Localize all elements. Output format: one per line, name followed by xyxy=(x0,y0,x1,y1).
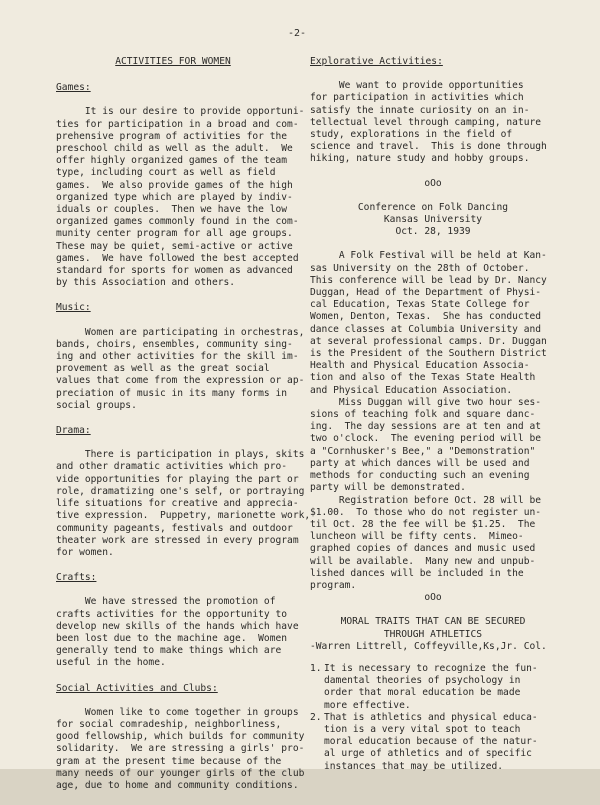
text-line: tion is a very vital spot to teach xyxy=(324,723,521,735)
text-line: al urge of athletics and of specific xyxy=(324,748,532,760)
text-line: Miss Duggan will give two hour ses- xyxy=(310,396,542,408)
text-line: Registration before Oct. 28 will be xyxy=(310,494,542,506)
text-line: age, due to home and community conditions. xyxy=(56,779,299,791)
text-line: ing and other activities for the skill im- xyxy=(56,351,299,363)
section xyxy=(56,683,310,805)
section-heading: Drama: xyxy=(56,425,91,437)
text-line: A Folk Festival will be held at Kan- xyxy=(310,250,547,262)
text-line: prehensive program of activities for the xyxy=(56,130,288,142)
text-line: Women, Denton, Texas. She has conducted xyxy=(310,311,542,323)
text-line: Duggan, Head of the Department of Physi- xyxy=(310,287,542,299)
text-line: tellectual level through camping, nature xyxy=(310,116,542,128)
moral-traits-list xyxy=(310,663,556,773)
text-line: role, dramatizing one's self, or portraying xyxy=(56,485,305,497)
divider-1: oOo xyxy=(424,177,442,189)
text-line: values that come from the expression or ap- xyxy=(56,375,305,387)
text-line: theater work are stressed in every program xyxy=(56,534,299,546)
text-line: This conference will be lead by Dr. Nancy xyxy=(310,274,547,286)
text-line: offer highly organized games of the team xyxy=(56,155,288,167)
text-line: dance classes at Columbia University and xyxy=(310,323,542,335)
text-line: at several professional camps. Dr. Duggan xyxy=(310,335,547,347)
text-line: is the President of the Southern District xyxy=(310,348,547,360)
conference-body xyxy=(310,250,556,592)
text-line: community pageants, festivals and outdoor xyxy=(56,522,293,534)
divider-2: oOo xyxy=(424,592,442,604)
text-line: will be available. Many new and unpub- xyxy=(310,555,536,567)
section-heading: Social Activities and Clubs: xyxy=(56,682,218,694)
text-line: cal Education, Texas State College for xyxy=(310,299,530,311)
left-column xyxy=(56,30,310,805)
text-line: solidarity. We are stressing a girls' pro- xyxy=(56,743,305,755)
text-line: ties for participation in a broad and com- xyxy=(56,118,299,130)
text-line: science and travel. This is done through xyxy=(310,141,547,153)
text-line: tive expression. Puppetry, marionette work, xyxy=(56,510,311,522)
text-line: gram at the present time because of the xyxy=(56,755,282,767)
text-line: and other dramatic activities which pro- xyxy=(56,461,288,473)
text-line: party at which dances will be used and xyxy=(310,457,530,469)
text-line: iduals or couples. Then we have the low xyxy=(56,204,288,216)
text-line: damental theories of psychology in xyxy=(324,675,521,687)
text-line: a "Cornhusker's Bee," a "Demonstration" xyxy=(310,445,536,457)
explorative-body xyxy=(310,80,556,165)
text-line: Health and Physical Education Associa- xyxy=(310,360,530,372)
text-line: lished dances will be included in the xyxy=(310,567,524,579)
text-line: sas University on the 28th of October. xyxy=(310,262,530,274)
text-line: We want to provide opportunities xyxy=(310,80,524,92)
text-line: We have stressed the promotion of xyxy=(56,596,276,608)
text-line: That is athletics and physical educa- xyxy=(324,711,538,723)
text-line: develop new skills of the hands which have xyxy=(56,620,299,632)
section-heading: Games: xyxy=(56,82,91,94)
text-line: been lost due to the machine age. Women xyxy=(56,632,288,644)
section-heading: Crafts: xyxy=(56,572,97,584)
text-line: generally tend to make things which are xyxy=(56,645,282,657)
text-line: sions of teaching folk and square danc- xyxy=(310,409,536,421)
text-line: organized games commonly found in the com- xyxy=(56,216,299,228)
text-line: instances that may be utilized. xyxy=(324,760,504,772)
text-line: luncheon will be fifty cents. Mimeo- xyxy=(310,531,524,543)
section xyxy=(56,572,310,682)
text-line: type, including court as well as field xyxy=(56,167,276,179)
text-line: bands, choirs, ensembles, community sing- xyxy=(56,338,293,350)
text-line: many needs of our younger girls of the club xyxy=(56,767,305,779)
item-text xyxy=(324,663,538,712)
text-line: for women. xyxy=(56,546,114,558)
text-line: These may be quiet, semi-active or active xyxy=(56,240,293,252)
list-item xyxy=(310,663,556,712)
right-column xyxy=(310,30,556,773)
left-title: ACTIVITIES FOR WOMEN xyxy=(115,56,231,67)
text-line: tion and also of the Texas State Health xyxy=(310,372,536,384)
conference-title xyxy=(310,202,556,239)
section xyxy=(56,82,310,302)
text-line: MORAL TRAITS THAT CAN BE SECURED xyxy=(340,616,526,628)
text-line: useful in the home. xyxy=(56,657,166,669)
text-line: moral education because of the natur- xyxy=(324,736,538,748)
article-author: -Warren Littrell, Coffeyville,Ks,Jr. Col. xyxy=(310,640,547,652)
section-heading: Music: xyxy=(56,302,91,314)
text-line: order that moral education be made xyxy=(324,687,521,699)
text-line: ing. The day sessions are at ten and at xyxy=(310,421,542,433)
text-line: THROUGH ATHLETICS xyxy=(383,628,483,640)
text-line: hiking, nature study and hobby groups. xyxy=(310,153,530,165)
text-line: for social comradeship, neighborliness, xyxy=(56,718,282,730)
text-line: It is necessary to recognize the fun- xyxy=(324,662,538,674)
text-line: graphed copies of dances and music used xyxy=(310,543,536,555)
text-line: vide opportunities for playing the part or xyxy=(56,473,299,485)
text-line: standard for sports for women as advanced xyxy=(56,265,293,277)
text-line: good fellowship, which builds for community xyxy=(56,731,305,743)
text-line: social groups. xyxy=(56,399,137,411)
item-text xyxy=(324,712,538,773)
section xyxy=(56,425,310,572)
text-line: It is our desire to provide opportuni- xyxy=(56,106,305,118)
text-line: til Oct. 28 the fee will be $1.25. The xyxy=(310,518,536,530)
text-line: life situations for creative and apprecia- xyxy=(56,498,299,510)
text-line: munity center program for all age groups. xyxy=(56,228,293,240)
text-line: games. We have followed the best accepted xyxy=(56,252,299,264)
text-line: $1.00. To those who do not register un- xyxy=(310,506,542,518)
text-line: for participation in activities which xyxy=(310,92,524,104)
text-line: Conference on Folk Dancing xyxy=(357,201,509,213)
left-sections xyxy=(56,82,310,805)
text-line: Oct. 28, 1939 xyxy=(395,226,471,238)
text-line: There is participation in plays, skits xyxy=(56,449,305,461)
text-line: organized type which are played by indiv- xyxy=(56,191,293,203)
text-line: by this Association and others. xyxy=(56,277,236,289)
text-line: Women like to come together in groups xyxy=(56,706,299,718)
text-line: provement as well as the great social xyxy=(56,363,270,375)
text-line: two o'clock. The evening period will be xyxy=(310,433,542,445)
text-line: crafts activities for the opportunity to xyxy=(56,608,288,620)
text-line: study, explorations in the field of xyxy=(310,129,513,141)
item-number: 1. xyxy=(310,662,322,674)
item-number: 2. xyxy=(310,711,322,723)
text-line: methods for conducting such an evening xyxy=(310,470,530,482)
section xyxy=(56,302,310,425)
moral-traits-title xyxy=(310,616,556,640)
text-line: program. xyxy=(310,579,357,591)
text-line: games. We also provide games of the high xyxy=(56,179,293,191)
text-line: satisfy the innate curiosity on an in- xyxy=(310,104,530,116)
text-line: preciation of music in its many forms in xyxy=(56,387,288,399)
text-line: Kansas University xyxy=(383,214,483,226)
text-line: Women are participating in orchestras, xyxy=(56,326,305,338)
text-line: and Physical Education Association. xyxy=(310,384,513,396)
text-line: more effective. xyxy=(324,699,411,711)
list-item xyxy=(310,712,556,773)
text-line: preschool child as well as the adult. We xyxy=(56,143,293,155)
page-number: -2- xyxy=(288,28,307,39)
text-line: party will be demonstrated. xyxy=(310,482,466,494)
explorative-heading: Explorative Activities: xyxy=(310,56,443,67)
